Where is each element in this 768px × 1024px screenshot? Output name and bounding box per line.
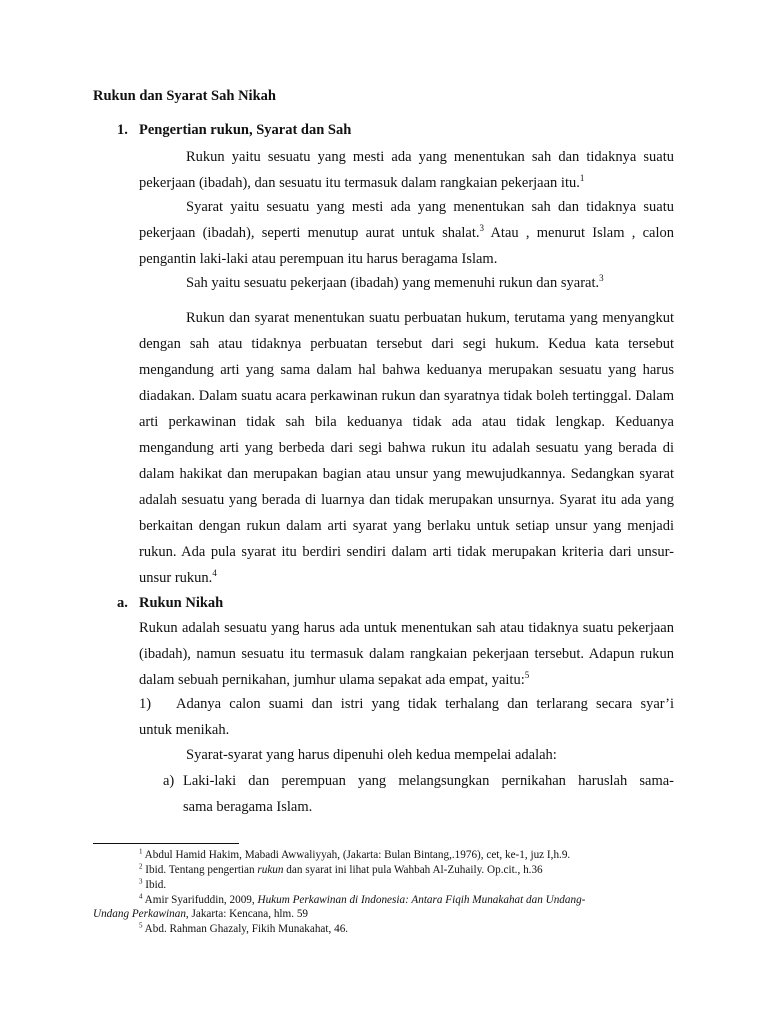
sublist-item-text-continued: sama beragama Islam. (183, 799, 313, 815)
footnote-5: $^5$ Abd. Rahman Ghazaly, Fikih Munakahat, 46. (139, 921, 349, 935)
section-1-number: 1. (117, 122, 128, 138)
document-title: Rukun dan Syarat Sah Nikah (93, 88, 276, 104)
section-1-heading: Pengertian rukun, Syarat dan Sah (139, 122, 352, 138)
sublist-item-label: a) (163, 773, 175, 789)
paragraph-rukun-definition: Rukun yaitu sesuatu yang mesti ada yang menentukan sah dan tidaknya suatu pekerjaan (ibadah), dan sesuatu itu termasuk dalam rangkaian pekerjaan itu.$^1$ (139, 149, 674, 191)
footnote-2: $^2$ Ibid. Tentang pengertian rukun dan syarat ini lihat pula Wahbah Al-Zuhaily. Op.cit., h.36 (139, 862, 543, 876)
footnote-ref: 4 (212, 568, 217, 579)
footnote-ref: 5 (524, 670, 530, 681)
footnote-ref: 1 (579, 173, 585, 184)
list-item-text: Adanya calon suami dan istri yang tidak terhalang dan terlarang secara syar’i (176, 696, 674, 712)
list-item-text-continued: untuk menikah. (139, 722, 230, 738)
paragraph-rukun-syarat-explanation: Rukun dan syarat menentukan suatu perbuatan hukum, terutama yang menyangkut dengan sah atau tidaknya perbuatan tersebut dari segi hukum. Kedua kata tersebut mengandung arti yang sama dalam hal bahwa keduanya merupakan sesuatu yang harus diadakan. Dalam suatu acara perkawinan rukun dan syaratnya tidak boleh tertinggal. Dalam arti perkawinan tidak sah bila keduanya tidak ada atau tidak lengkap. Keduanya mengandung arti yang berbeda dari segi bahwa rukun itu adalah sesuatu yang berada di dalam hakikat dan merupakan bagian atau unsur yang mewujudkannya. Sedangkan syarat adalah sesuatu yang berada di luarnya dan tidak merupakan unsurnya. Syarat itu ada yang berkaitan dengan rukun dalam arti syarat yang berlaku untuk setiap unsur yang menjadi rukun. Ada pula syarat itu berdiri sendiri dalam arti tidak merupakan kriteria dari unsur-unsur rukun.$^4$ (139, 310, 674, 586)
paragraph-syarat-definition: Syarat yaitu sesuatu yang mesti ada yang menentukan sah dan tidaknya suatu pekerjaan (ibadah), seperti menutup aurat untuk shalat.$^3$ Atau , menurut Islam , calon pengantin laki-laki atau perempuan itu harus beragama Islam. (139, 199, 674, 267)
footnote-ref: 3 (479, 223, 485, 234)
paragraph-rukun-nikah: Rukun adalah sesuatu yang harus ada untuk menentukan sah atau tidaknya suatu pekerjaan (ibadah), namun sesuatu itu termasuk dalam rangkaian pekerjaan tersebut. Adapun rukun dalam sebuah pernikahan, jumhur ulama sepakat ada empat, yaitu:$^5$ (139, 620, 674, 688)
footnote-4: $^4$ Amir Syarifuddin, 2009, Hukum Perkawinan di Indonesia: Antara Fiqih Munakahat dan Undang- (139, 892, 586, 906)
list-item-number: 1) (139, 696, 152, 712)
footnote-4-continued: Undang Perkawinan, Jakarta: Kencana, hlm. 59 (93, 908, 309, 920)
sublist-item-text: Laki-laki dan perempuan yang melangsungkan pernikahan haruslah sama- (183, 773, 674, 789)
requirements-intro: Syarat-syarat yang harus dipenuhi oleh kedua mempelai adalah: (186, 747, 557, 763)
section-a-letter: a. (117, 595, 128, 611)
footnote-3: $^3$ Ibid. (139, 877, 167, 891)
footnote-separator (93, 843, 239, 844)
footnote-ref: 3 (599, 273, 604, 284)
section-a-heading: Rukun Nikah (139, 595, 224, 611)
paragraph-sah-definition: Sah yaitu sesuatu pekerjaan (ibadah) yang memenuhi rukun dan syarat.$^3$ (186, 273, 604, 291)
footnote-1: $^1$ Abdul Hamid Hakim, Mabadi Awwaliyyah, (Jakarta: Bulan Bintang,.1976), cet, ke-1, juz I,h.9. (139, 847, 571, 861)
